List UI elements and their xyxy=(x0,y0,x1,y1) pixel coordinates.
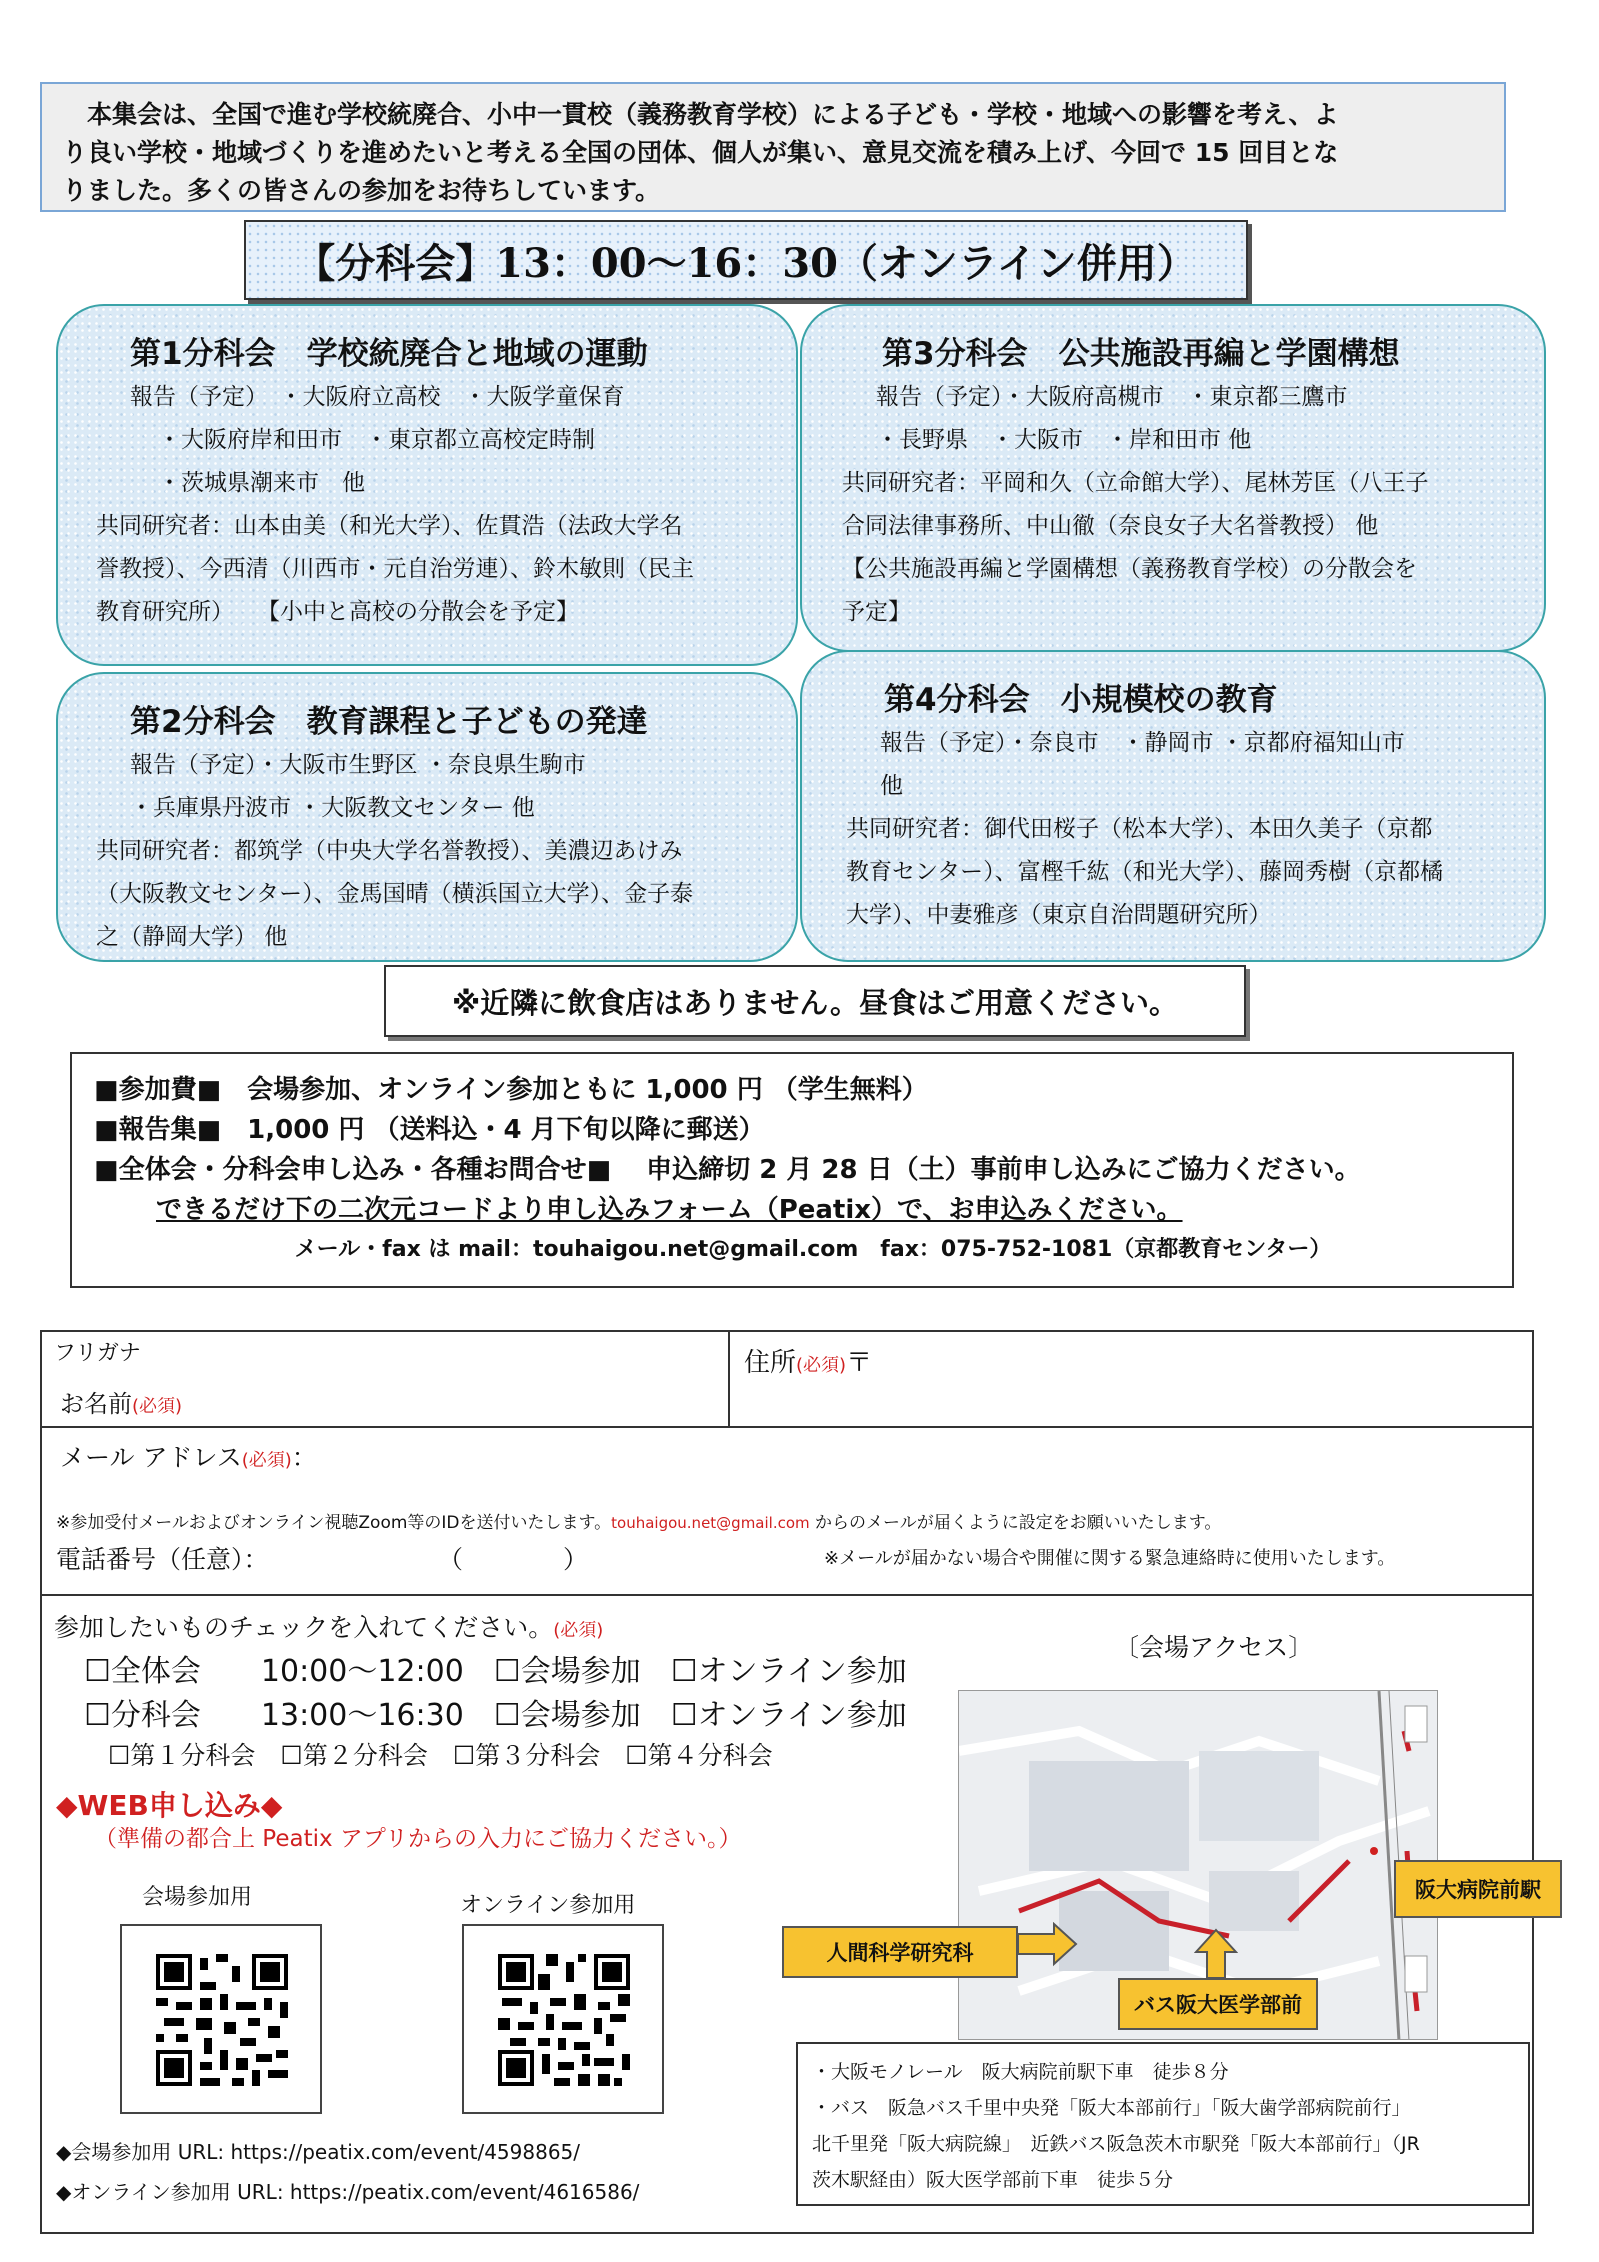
email-label: メール アドレス xyxy=(60,1443,242,1472)
qr-venue-label: 会場参加用 xyxy=(142,1885,253,1910)
bunka-1-line: 教育研究所） 【小中と高校の分散会を予定】 xyxy=(96,599,579,625)
required-mark: (必須) xyxy=(553,1620,604,1641)
application-form xyxy=(40,1330,1541,2234)
phone-label: 電話番号（任意）： xyxy=(56,1545,269,1574)
required-mark: (必須) xyxy=(241,1450,292,1471)
bunka-4-title: 第4分科会 小規模校の教育 xyxy=(884,682,1278,718)
web-apply-heading: ◆WEB申し込み◆ xyxy=(56,1789,283,1822)
apply-line: ■全体会・分科会申し込み・各種お問合せ■ 申込締切 2 月 28 日（土）事前申し込みにご協力ください。 xyxy=(94,1155,1361,1185)
session-title: 【分科会】13：00～16：30（オンライン併用） xyxy=(244,220,1248,300)
check-title xyxy=(54,1608,603,1644)
bunka-checkbox-row[interactable]: ☐分科会 13:00～16:30 ☐会場参加 ☐オンライン参加 xyxy=(84,1698,907,1733)
column-divider xyxy=(728,1332,730,1428)
address-label: 住所 xyxy=(744,1348,797,1378)
bunka-3-line: 【公共施設再編と学園構想（義務教育学校）の分散会を xyxy=(842,556,1417,582)
email-note-text-2: からのメールが届くように設定をお願いいたします。 xyxy=(809,1513,1222,1533)
intro-line-2: り良い学校・地域づくりを進めたいと考える全国の団体、個人が集い、意見交流を積み上げ、今回で 15 回目とな xyxy=(62,138,1339,167)
name-field[interactable] xyxy=(60,1384,182,1419)
bunka-1-line: ・大阪府岸和田市 ・東京都立高校定時制 xyxy=(158,427,595,453)
bunka-4-line: 大学）、中妻雅彦（東京自治問題研究所） xyxy=(846,902,1272,928)
email-colon: ： xyxy=(291,1443,317,1472)
email-address: touhaigou.net@gmail.com xyxy=(611,1514,810,1532)
access-directions xyxy=(796,2042,1530,2206)
lunch-notice: ※近隣に飲食店はありません。昼食はご用意ください。 xyxy=(384,965,1246,1037)
intro-line-1: 本集会は、全国で進む学校統廃合、小中一貫校（義務教育学校）による子ども・学校・地域への影響を考え、よ xyxy=(62,100,1339,129)
required-mark: (必須) xyxy=(796,1355,847,1376)
tag-faculty: 人間科学研究科 xyxy=(782,1926,1018,1978)
bunka-2-line: ・兵庫県丹波市 ・大阪教文センター 他 xyxy=(130,795,535,821)
bunka-4-panel xyxy=(800,650,1546,962)
address-field[interactable] xyxy=(744,1342,872,1379)
web-apply-note: （準備の都合上 Peatix アプリからの入力にご協力ください。） xyxy=(94,1826,742,1852)
bunka-3-line: ・長野県 ・大阪市 ・岸和田市 他 xyxy=(876,427,1252,453)
tag-station: 阪大病院前駅 xyxy=(1394,1860,1562,1918)
arrow-icon xyxy=(1194,1928,1238,1980)
contact-line: メール・fax は mail：touhaigou.net@gmail.com fax：075-752-1081（京都教育センター） xyxy=(294,1237,1332,1262)
required-mark: (必須) xyxy=(132,1396,183,1417)
qr-code-venue[interactable] xyxy=(120,1924,322,2114)
bunka-2-line: 共同研究者：都筑学（中央大学名誉教授）、美濃辺あけみ xyxy=(96,838,683,864)
bunka-4-line: 共同研究者：御代田桜子（松本大学）、本田久美子（京都 xyxy=(846,816,1433,842)
bunka-2-title: 第2分科会 教育課程と子どもの発達 xyxy=(130,704,648,740)
fee-line: ■参加費■ 会場参加、オンライン参加ともに 1,000 円 （学生無料） xyxy=(94,1075,928,1105)
bunka-4-line: 教育センター）、富樫千紘（和光大学）、藤岡秀樹（京都橘 xyxy=(846,859,1444,885)
access-line: 茨木駅経由）阪大医学部前下車 徒歩５分 xyxy=(812,2169,1174,2191)
bunka-4-line: 報告（予定）・奈良市 ・静岡市 ・京都府福知山市 xyxy=(880,730,1405,756)
bunka-2-line: 之（静岡大学） 他 xyxy=(96,924,288,950)
bunka-1-title: 第1分科会 学校統廃合と地域の運動 xyxy=(130,336,648,372)
bunka-3-line: 合同法律事務所、中山徹（奈良女子大名誉教授） 他 xyxy=(842,513,1379,539)
check-title-text: 参加したいものチェックを入れてください。 xyxy=(54,1613,554,1642)
bunka-3-line: 予定】 xyxy=(842,599,911,625)
bunka-1-line: ・茨城県潮来市 他 xyxy=(158,470,365,496)
bunka-2-line: 報告（予定）・大阪市生野区 ・奈良県生駒市 xyxy=(130,752,586,778)
bunka-3-line: 報告（予定）・大阪府高槻市 ・東京都三鷹市 xyxy=(876,384,1348,410)
plenary-checkbox-row[interactable]: ☐全体会 10:00～12:00 ☐会場参加 ☐オンライン参加 xyxy=(84,1654,907,1689)
apply-instruction: できるだけ下の二次元コードより申し込みフォーム（Peatix）で、お申込みください。 xyxy=(156,1195,1183,1225)
arrow-icon xyxy=(1018,1922,1078,1972)
bunka-1-panel xyxy=(56,304,798,666)
qr-icon xyxy=(498,1954,630,2086)
access-line: ・バス 阪急バス千里中央発「阪大本部前行」「阪大歯学部病院前行」 xyxy=(812,2097,1411,2119)
bunka-1-line: 共同研究者：山本由美（和光大学）、佐貫浩（法政大学名 xyxy=(96,513,683,539)
fee-info-box xyxy=(70,1052,1514,1288)
qr-code-online[interactable] xyxy=(462,1924,664,2114)
bunka-4-line: 他 xyxy=(880,773,903,799)
url-online[interactable]: ◆オンライン参加用 URL: https://peatix.com/event/4616586/ xyxy=(56,2180,640,2204)
bunka-2-panel xyxy=(56,672,798,962)
access-line: 北千里発「阪大病院線」 近鉄バス阪急茨木市駅発「阪大本部前行」（JR xyxy=(812,2133,1420,2155)
email-note xyxy=(56,1508,1221,1533)
qr-online-label: オンライン参加用 xyxy=(460,1893,636,1918)
email-note-text: ※参加受付メールおよびオンライン視聴Zoom等のIDを送付いたします。 xyxy=(56,1513,612,1533)
postal-mark: 〒 xyxy=(846,1348,873,1378)
bunka-select-row[interactable]: ☐第１分科会 ☐第２分科会 ☐第３分科会 ☐第４分科会 xyxy=(108,1741,773,1770)
intro-box xyxy=(40,82,1506,212)
bunka-3-panel xyxy=(800,304,1546,652)
access-line: ・大阪モノレール 阪大病院前駅下車 徒歩８分 xyxy=(812,2061,1229,2083)
bunka-2-line: （大阪教文センター）、金馬国晴（横浜国立大学）、金子泰 xyxy=(96,881,694,907)
tag-bus-stop: バス阪大医学部前 xyxy=(1118,1978,1318,2030)
phone-note: ※メールが届かない場合や開催に関する緊急連絡時に使用いたします。 xyxy=(824,1548,1396,1569)
bunka-3-title: 第3分科会 公共施設再編と学園構想 xyxy=(882,336,1400,372)
report-line: ■報告集■ 1,000 円 （送料込・4 月下旬以降に郵送） xyxy=(94,1115,765,1145)
furigana-label: フリガナ xyxy=(54,1341,141,1366)
name-address-row xyxy=(42,1332,1532,1428)
bunka-1-line: 誉教授）、今西清（川西市・元自治労連）、鈴木敏則（民主 xyxy=(96,556,694,582)
qr-icon xyxy=(156,1954,288,2086)
email-field[interactable] xyxy=(60,1438,317,1474)
bunka-3-line: 共同研究者：平岡和久（立命館大学）、尾林芳匡（八王子 xyxy=(842,470,1429,496)
access-title: 〔会場アクセス〕 xyxy=(1114,1633,1314,1662)
url-venue[interactable]: ◆会場参加用 URL: https://peatix.com/event/4598865/ xyxy=(56,2140,581,2164)
name-label: お名前 xyxy=(60,1390,132,1418)
intro-line-3: りました。多くの皆さんの参加をお待ちしています。 xyxy=(62,176,661,205)
phone-field[interactable]: （ ） xyxy=(438,1545,589,1574)
mail-tel-row xyxy=(42,1428,1532,1596)
bunka-1-line: 報告（予定） ・大阪府立高校 ・大阪学童保育 xyxy=(130,384,625,410)
